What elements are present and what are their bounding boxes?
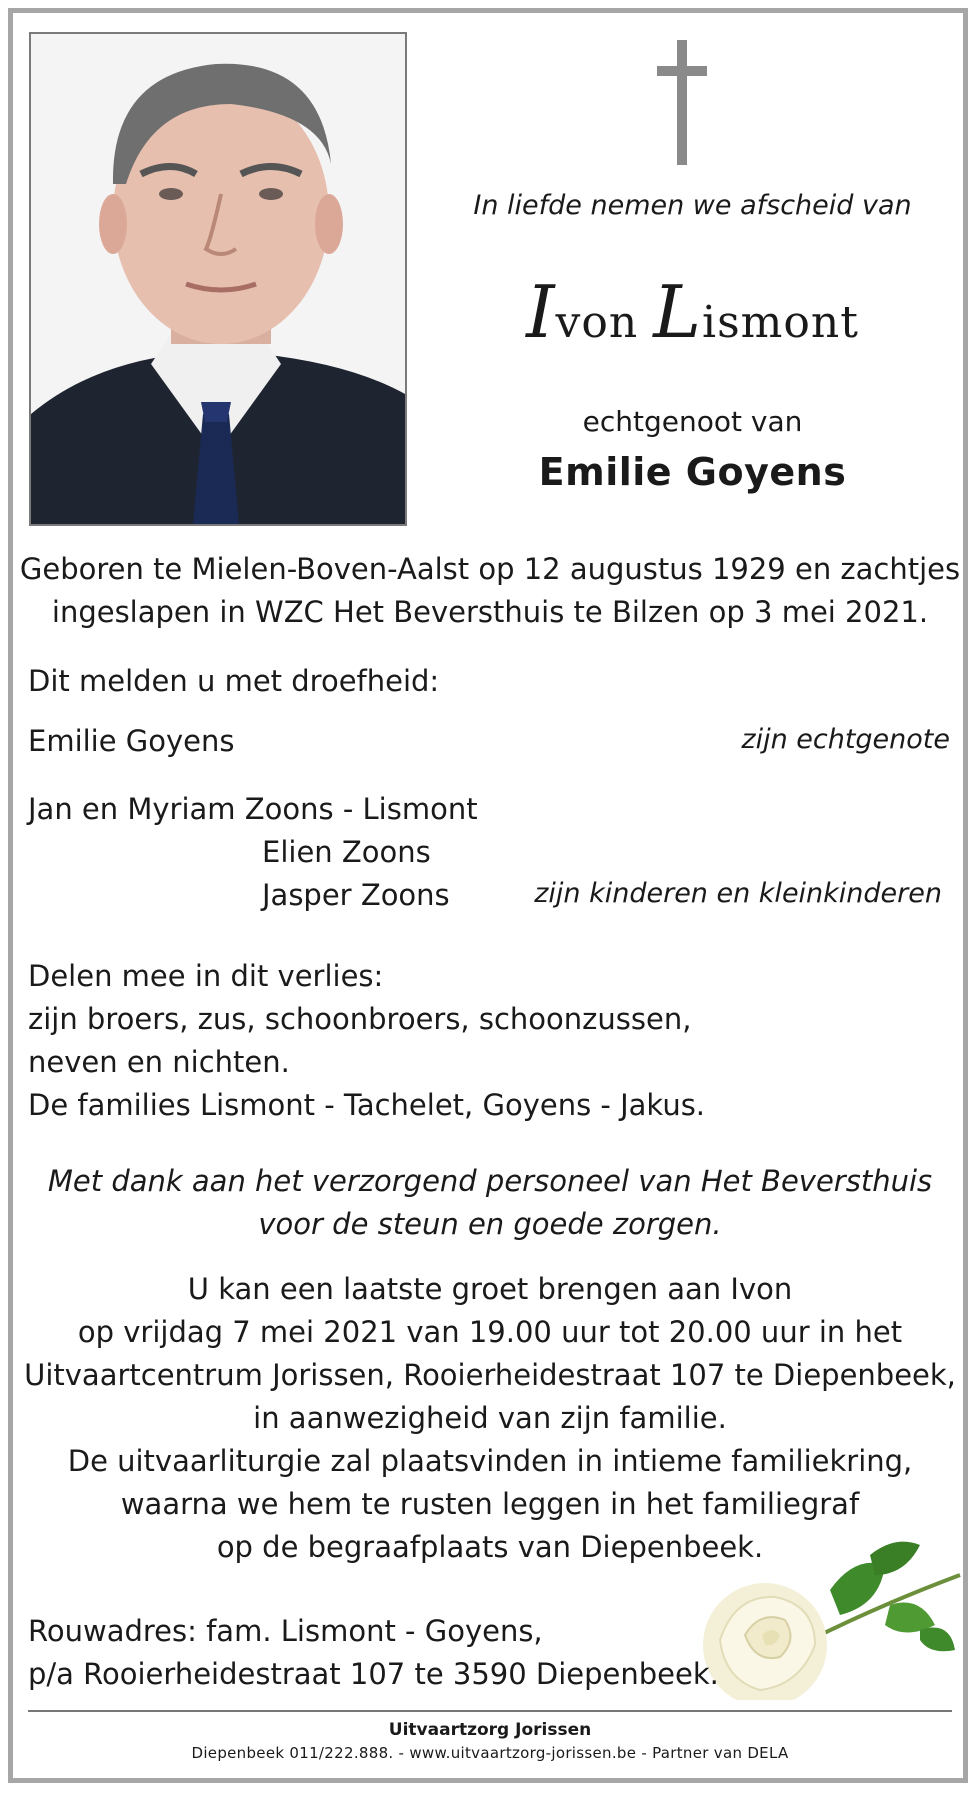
death-line: ingeslapen in WZC Het Beversthuis te Bilzen op 3 mei 2021. bbox=[51, 595, 929, 629]
visit-line: Uitvaartcentrum Jorissen, Rooierheidestraat 107 te Diepenbeek, bbox=[24, 1358, 956, 1392]
footer-details: Diepenbeek 011/222.888. - www.uitvaartzorg-jorissen.be - Partner van DELA bbox=[191, 1744, 789, 1762]
thanks-line: voor de steun en goede zorgen. bbox=[258, 1207, 722, 1241]
last-name-rest: ismont bbox=[702, 297, 859, 348]
deceased-name bbox=[420, 270, 965, 354]
address-block bbox=[28, 1610, 719, 1696]
birth-death-text bbox=[0, 548, 980, 634]
first-name-rest: von bbox=[555, 297, 639, 348]
portrait-photo bbox=[29, 32, 407, 526]
address-line: p/a Rooierheidestraat 107 te 3590 Diepenbeek. bbox=[28, 1657, 719, 1691]
children-line-2: Elien Zoons bbox=[262, 835, 431, 869]
visit-line: U kan een laatste groet brengen aan Ivon bbox=[187, 1272, 793, 1306]
spouse-label: echtgenoot van bbox=[582, 405, 803, 438]
visit-line: op vrijdag 7 mei 2021 van 19.00 uur tot 20.00 uur in het bbox=[77, 1315, 903, 1349]
announce-text: Dit melden u met droefheid: bbox=[28, 664, 440, 698]
liturgy-line: waarna we hem te rusten leggen in het familiegraf bbox=[120, 1487, 860, 1521]
share-line: neven en nichten. bbox=[28, 1045, 290, 1079]
footer-divider bbox=[28, 1710, 952, 1712]
children-relation: zijn kinderen en kleinkinderen bbox=[534, 878, 942, 909]
share-block bbox=[28, 955, 705, 1127]
liturgy-line: De uitvaarliturgie zal plaatsvinden in intieme familiekring, bbox=[67, 1444, 913, 1478]
share-line: De families Lismont - Tachelet, Goyens - Jakus. bbox=[28, 1088, 706, 1122]
spouse-name: Emilie Goyens bbox=[538, 450, 847, 494]
visit-block bbox=[0, 1268, 980, 1440]
share-line: zijn broers, zus, schoonbroers, schoonzussen, bbox=[28, 1002, 692, 1036]
first-initial: I bbox=[526, 270, 556, 354]
liturgy-line: op de begraafplaats van Diepenbeek. bbox=[216, 1530, 764, 1564]
intro-text: In liefde nemen we afscheid van bbox=[473, 190, 912, 221]
last-initial: L bbox=[653, 270, 703, 354]
birth-line: Geboren te Mielen-Boven-Aalst op 12 augustus 1929 en zachtjes bbox=[19, 552, 961, 586]
wife-name: Emilie Goyens bbox=[28, 724, 235, 758]
share-line: Delen mee in dit verlies: bbox=[28, 959, 384, 993]
thanks-line: Met dank aan het verzorgend personeel van Het Beversthuis bbox=[47, 1164, 933, 1198]
cross-icon bbox=[657, 40, 707, 165]
wife-relation: zijn echtgenote bbox=[741, 724, 950, 755]
white-rose-image bbox=[680, 1535, 965, 1700]
address-line: Rouwadres: fam. Lismont - Goyens, bbox=[28, 1614, 543, 1648]
children-line-1: Jan en Myriam Zoons - Lismont bbox=[28, 792, 478, 826]
footer-company: Uitvaartzorg Jorissen bbox=[388, 1720, 592, 1740]
thanks-block bbox=[0, 1160, 980, 1246]
visit-line: in aanwezigheid van zijn familie. bbox=[253, 1401, 727, 1435]
children-line-3: Jasper Zoons bbox=[262, 878, 450, 912]
